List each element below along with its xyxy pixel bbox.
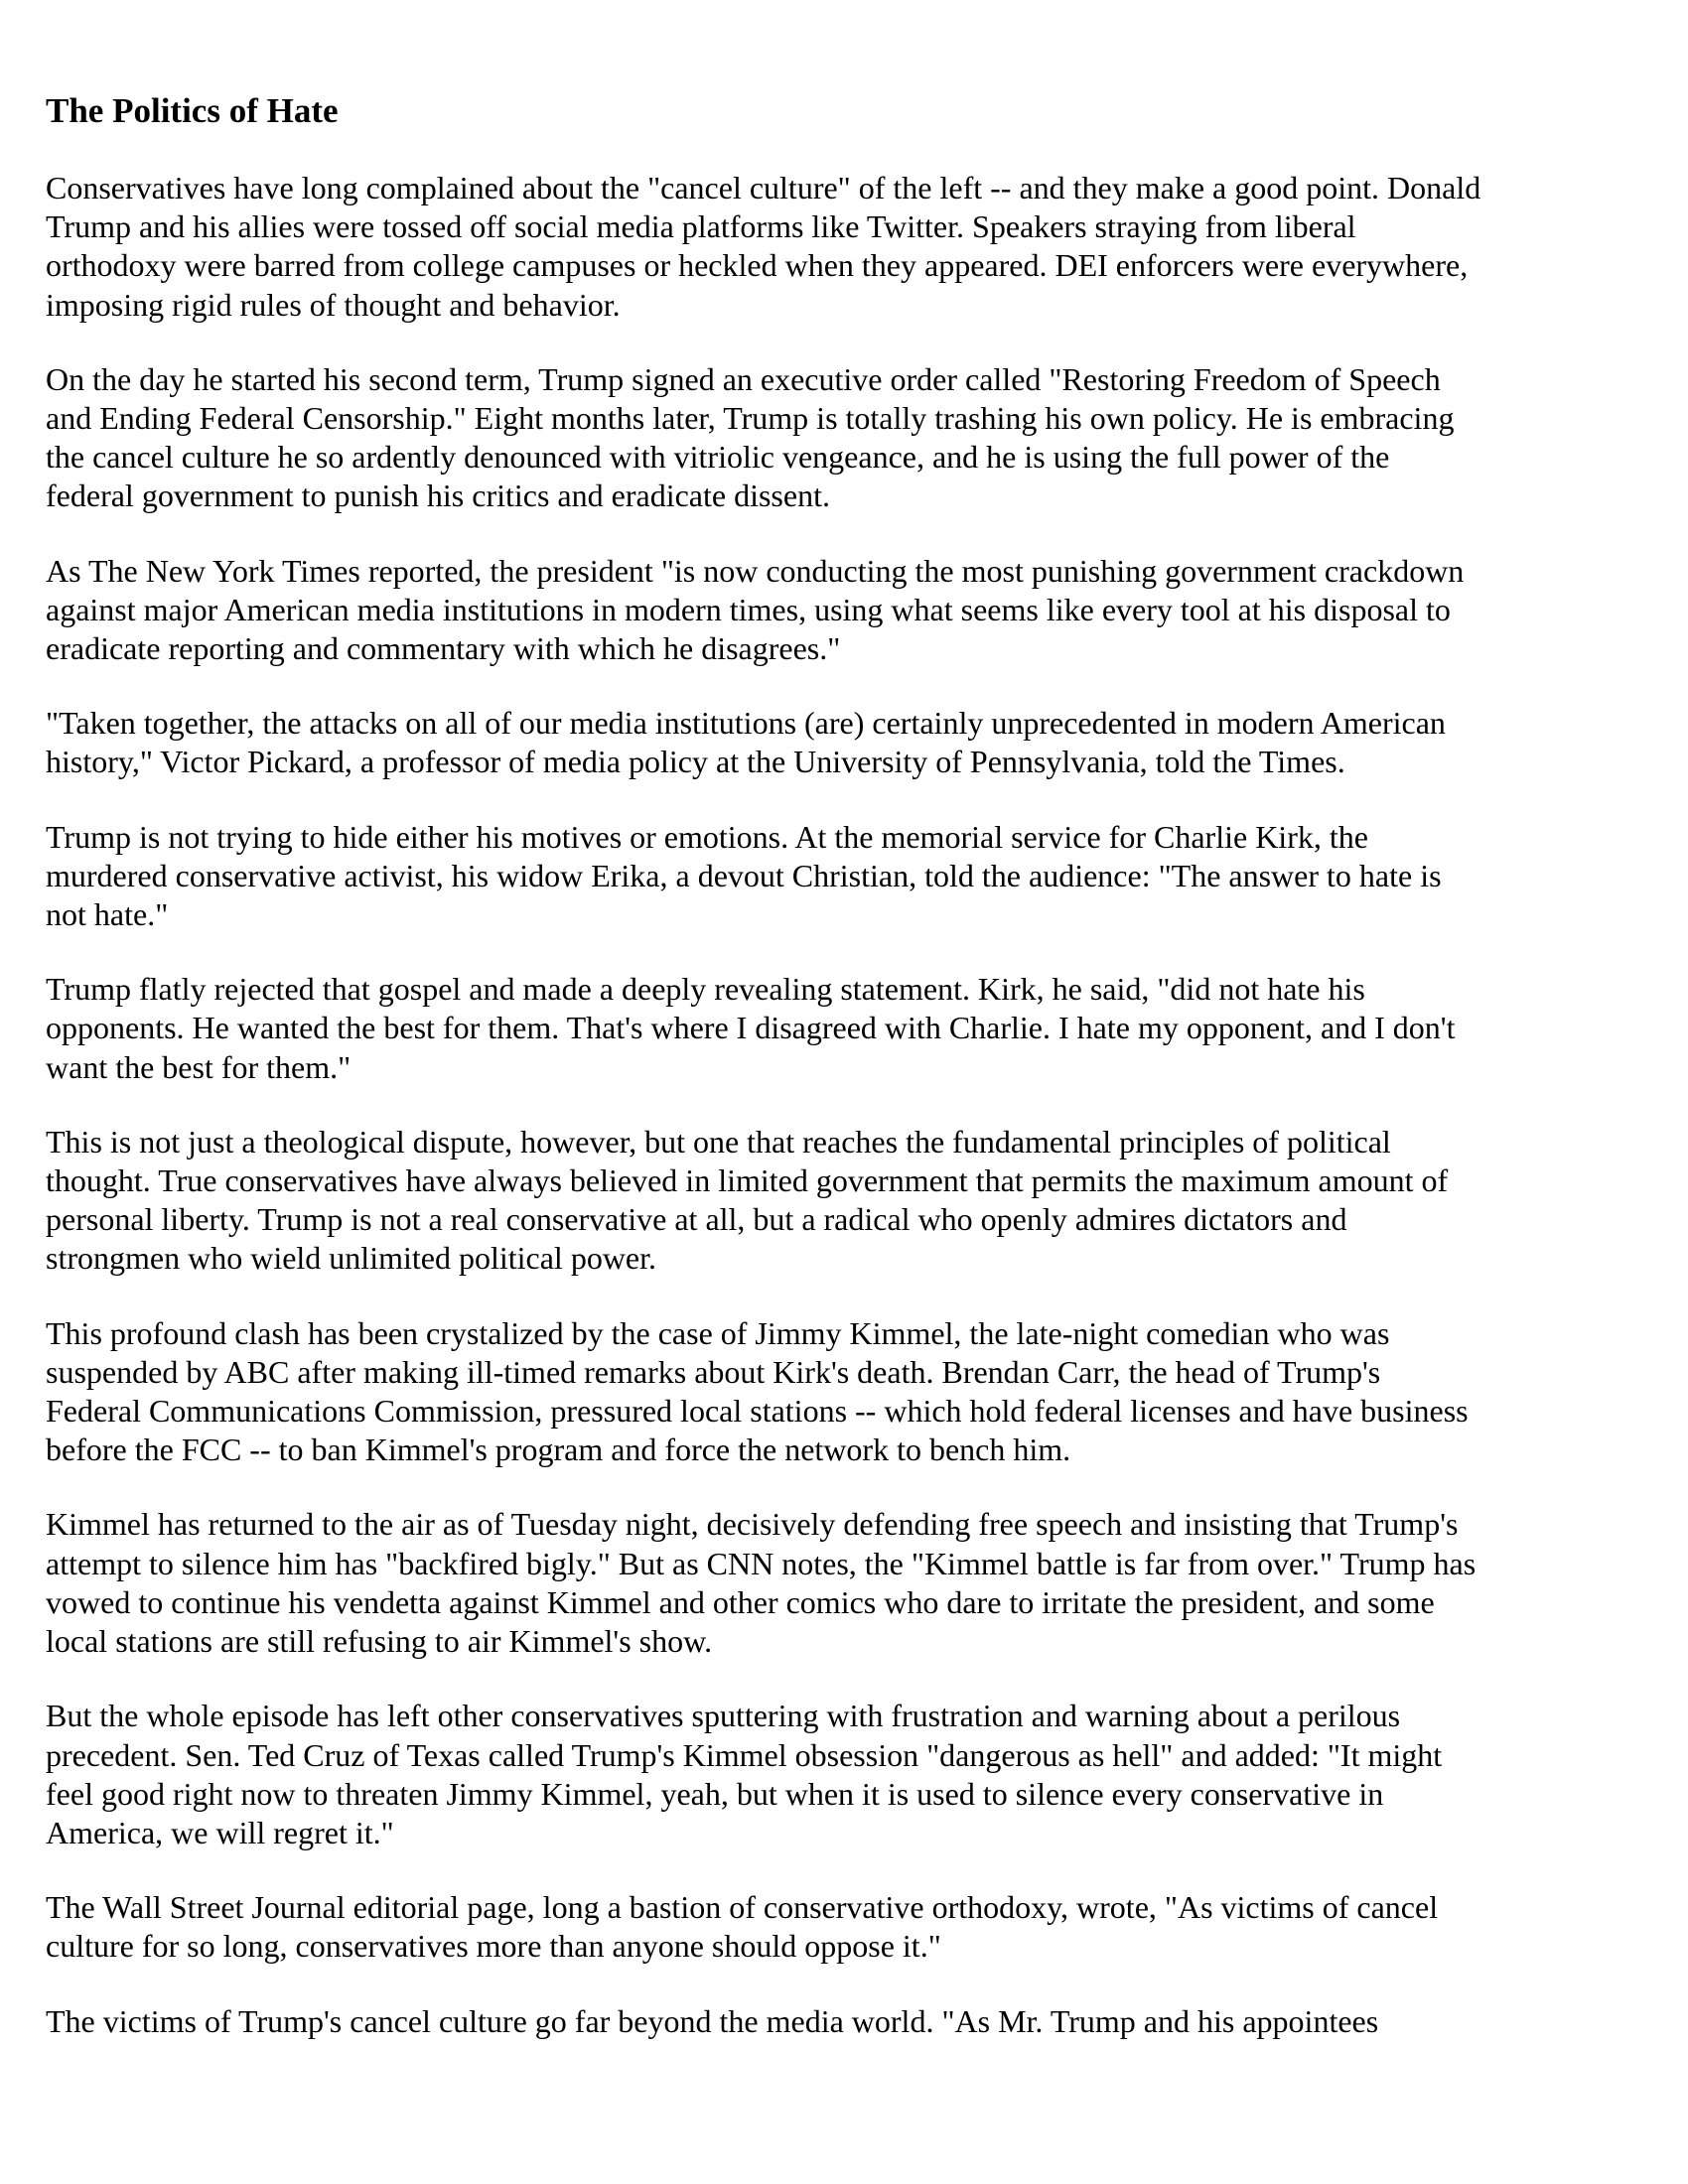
text-line: Conservatives have long complained about the "cancel culture" of the left -- and they make a good point. Donald xyxy=(46,170,1481,205)
paragraph xyxy=(46,1314,1638,1470)
text-line: "Taken together, the attacks on all of our media institutions (are) certainly unprecedented in modern American xyxy=(46,705,1446,742)
text-line: This is not just a theological dispute, however, but one that reaches the fundamental principles of political xyxy=(46,1123,1391,1160)
document-title: The Politics of Hate xyxy=(46,91,339,130)
text-line: opponents. He wanted the best for them. That's where I disagreed with Charlie. I hate my opponent, and I don't xyxy=(46,1010,1456,1046)
text-line: strongmen who wield unlimited political power. xyxy=(46,1240,657,1277)
paragraph xyxy=(46,704,1638,781)
text-line: before the FCC -- to ban Kimmel's program and force the network to bench him. xyxy=(46,1432,1071,1468)
paragraph xyxy=(46,169,1638,325)
paragraph xyxy=(46,1697,1638,1852)
text-line: imposing rigid rules of thought and behavior. xyxy=(46,286,621,323)
text-line: murdered conservative activist, his widow Erika, a devout Christian, told the audience: "The answer to hate is xyxy=(46,857,1442,893)
paragraph xyxy=(46,1505,1638,1661)
text-line: This profound clash has been crystalized by the case of Jimmy Kimmel, the late-night comedian who was xyxy=(46,1314,1390,1351)
paragraph xyxy=(46,1123,1638,1279)
text-line: vowed to continue his vendetta against Kimmel and other comics who dare to irritate the president, and some xyxy=(46,1583,1435,1620)
text-line: and Ending Federal Censorship." Eight months later, Trump is totally trashing his own policy. He is embracing xyxy=(46,400,1455,437)
text-line: personal liberty. Trump is not a real conservative at all, but a radical who openly admires dictators and xyxy=(46,1201,1347,1238)
paragraph xyxy=(46,2002,1638,2041)
text-line: The victims of Trump's cancel culture go far beyond the media world. "As Mr. Trump and his appointees xyxy=(46,2002,1379,2039)
text-line: As The New York Times reported, the president "is now conducting the most punishing government crackdown xyxy=(46,552,1465,589)
text-line: But the whole episode has left other conservatives sputtering with frustration and warning about a perilous xyxy=(46,1698,1401,1734)
text-line: culture for so long, conservatives more than anyone should oppose it." xyxy=(46,1928,941,1965)
paragraph xyxy=(46,1888,1638,1966)
text-line: history," Victor Pickard, a professor of media policy at the University of Pennsylvania, told the Times. xyxy=(46,744,1345,780)
text-line: orthodoxy were barred from college campuses or heckled when they appeared. DEI enforcers were everywhere, xyxy=(46,247,1469,284)
paragraph xyxy=(46,360,1638,516)
text-line: On the day he started his second term, Trump signed an executive order called "Restoring Freedom of Speech xyxy=(46,360,1441,397)
text-line: against major American media institutions in modern times, using what seems like every tool at his disposal to xyxy=(46,591,1451,627)
text-line: thought. True conservatives have always believed in limited government that permits the maximum amount of xyxy=(46,1162,1449,1199)
text-line: eradicate reporting and commentary with which he disagrees." xyxy=(46,630,841,667)
text-line: Trump flatly rejected that gospel and made a deeply revealing statement. Kirk, he said, "did not hate his xyxy=(46,971,1365,1008)
text-line: Trump and his allies were tossed off social media platforms like Twitter. Speakers straying from liberal xyxy=(46,208,1356,245)
text-line: Federal Communications Commission, pressured local stations -- which hold federal licenses and have business xyxy=(46,1393,1469,1430)
text-line: precedent. Sen. Ted Cruz of Texas called Trump's Kimmel obsession "dangerous as hell" and added: "It might xyxy=(46,1736,1443,1773)
text-line: America, we will regret it." xyxy=(46,1814,394,1850)
text-line: feel good right now to threaten Jimmy Kimmel, yeah, but when it is used to silence every conservative in xyxy=(46,1775,1384,1812)
text-line: attempt to silence him has "backfired bigly." But as CNN notes, the "Kimmel battle is far from over." Trump has xyxy=(46,1545,1477,1581)
document-page xyxy=(46,91,1638,2077)
paragraph xyxy=(46,818,1638,935)
text-line: not hate." xyxy=(46,896,169,933)
text-line: want the best for them." xyxy=(46,1048,352,1085)
text-line: The Wall Street Journal editorial page, long a bastion of conservative orthodoxy, wrote, "As victims of cancel xyxy=(46,1889,1439,1926)
text-line: suspended by ABC after making ill-timed remarks about Kirk's death. Brendan Carr, the head of Trump's xyxy=(46,1353,1381,1390)
text-line: Trump is not trying to hide either his motives or emotions. At the memorial service for Charlie Kirk, the xyxy=(46,818,1368,855)
text-line: Kimmel has returned to the air as of Tuesday night, decisively defending free speech and insisting that Trump's xyxy=(46,1506,1459,1543)
text-line: federal government to punish his critics and eradicate dissent. xyxy=(46,478,830,514)
text-line: local stations are still refusing to air Kimmel's show. xyxy=(46,1623,713,1660)
text-line: the cancel culture he so ardently denounced with vitriolic vengeance, and he is using the full power of the xyxy=(46,439,1390,476)
paragraph xyxy=(46,552,1638,669)
paragraph xyxy=(46,970,1638,1087)
document-body xyxy=(46,169,1638,2041)
